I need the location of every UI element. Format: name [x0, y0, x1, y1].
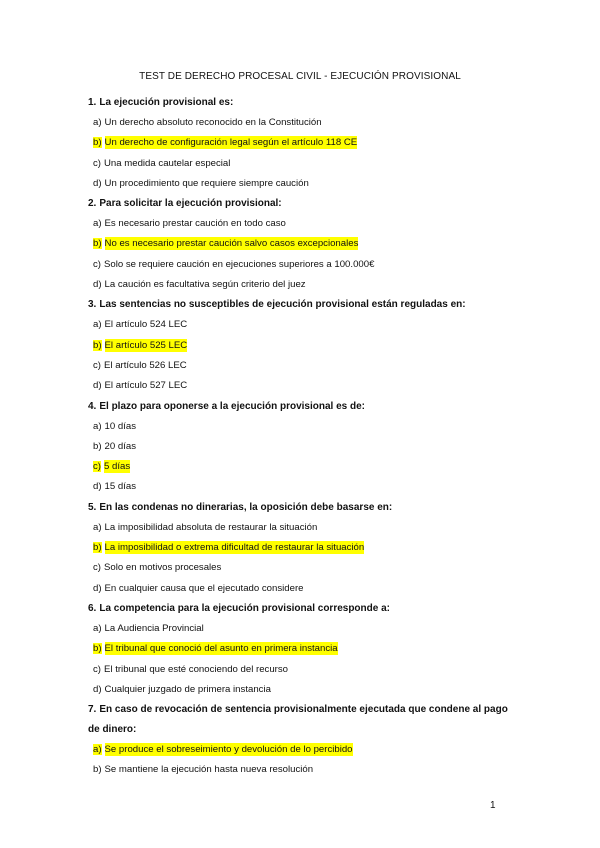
- answer-option-5-4: [88, 579, 518, 599]
- option-text: El artículo 527 LEC: [104, 380, 188, 392]
- answer-option-1-2: [88, 133, 518, 153]
- answer-option-2-3: [88, 255, 518, 275]
- answer-option-4-3: [88, 457, 518, 477]
- answer-option-4-2: [88, 437, 518, 457]
- question-text: La competencia para la ejecución provisional corresponde a:: [99, 602, 390, 614]
- option-letter: a): [93, 420, 102, 432]
- option-text: La imposibilidad absoluta de restaurar la situación: [104, 521, 318, 533]
- option-letter: d): [93, 582, 102, 594]
- answer-option-6-1: [88, 619, 518, 639]
- option-letter: a): [93, 521, 102, 533]
- page-number: 1: [490, 800, 496, 811]
- option-text: Un derecho absoluto reconocido en la Constitución: [104, 117, 322, 128]
- answer-option-6-2: [88, 639, 518, 659]
- option-letter: c): [93, 359, 101, 371]
- option-text: 20 días: [104, 440, 137, 452]
- option-text: Cualquier juzgado de primera instancia: [104, 683, 271, 695]
- question-list: [88, 93, 518, 781]
- option-letter: a): [93, 744, 102, 756]
- option-letter: a): [93, 117, 102, 128]
- question-6: [88, 599, 518, 619]
- option-letter: b): [93, 440, 102, 452]
- question-text: Las sentencias no susceptibles de ejecución provisional están reguladas en:: [99, 299, 466, 311]
- question-text: El plazo para oponerse a la ejecución provisional es de:: [99, 400, 365, 412]
- question-text: En las condenas no dinerarias, la oposición debe basarse en:: [99, 501, 393, 513]
- question-3: [88, 295, 518, 315]
- option-letter: d): [93, 380, 102, 392]
- answer-option-7-1: [88, 740, 518, 760]
- question-number: 1.: [88, 97, 97, 108]
- option-letter: b): [93, 339, 102, 351]
- option-letter: b): [93, 238, 102, 250]
- option-text: En cualquier causa que el ejecutado considere: [104, 582, 304, 594]
- option-text: La Audiencia Provincial: [104, 622, 204, 634]
- answer-option-7-2: [88, 760, 518, 780]
- option-text: La caución es facultativa según criterio del juez: [104, 279, 306, 291]
- answer-option-1-3: [88, 154, 518, 174]
- question-5: [88, 498, 518, 518]
- question-number: 7.: [88, 704, 97, 716]
- option-text-highlighted: Un derecho de configuración legal según el artículo 118 CE: [104, 137, 358, 149]
- option-letter: b): [93, 137, 102, 149]
- question-number: 5.: [88, 501, 97, 513]
- answer-option-4-1: [88, 417, 518, 437]
- answer-option-5-1: [88, 518, 518, 538]
- option-text: El artículo 526 LEC: [104, 359, 187, 371]
- option-text-highlighted: No es necesario prestar caución salvo casos excepcionales: [104, 238, 359, 250]
- option-letter: c): [93, 663, 101, 675]
- question-2: [88, 194, 518, 214]
- option-letter: c): [93, 562, 101, 574]
- answer-option-2-4: [88, 275, 518, 295]
- option-letter: c): [93, 157, 101, 169]
- option-text: 10 días: [104, 420, 137, 432]
- option-text: Solo en motivos procesales: [104, 562, 222, 574]
- option-letter: d): [93, 481, 102, 493]
- question-text: Para solicitar la ejecución provisional:: [99, 198, 282, 210]
- answer-option-6-4: [88, 680, 518, 700]
- question-number: 2.: [88, 198, 97, 210]
- question-text: En caso de revocación de sentencia provisionalmente ejecutada que condene al pago de dinero:: [88, 704, 508, 736]
- option-letter: a): [93, 319, 102, 331]
- option-text-highlighted: El tribunal que conoció del asunto en primera instancia: [104, 643, 338, 655]
- option-letter: b): [93, 643, 102, 655]
- option-letter: c): [93, 461, 101, 473]
- answer-option-2-1: [88, 214, 518, 234]
- option-text: Un procedimiento que requiere siempre caución: [104, 177, 309, 189]
- question-1: [88, 93, 518, 113]
- answer-option-3-2: [88, 336, 518, 356]
- question-7: [88, 700, 518, 740]
- answer-option-3-1: [88, 315, 518, 335]
- option-text: Una medida cautelar especial: [104, 157, 231, 169]
- answer-option-5-3: [88, 558, 518, 578]
- answer-option-5-2: [88, 538, 518, 558]
- answer-option-4-4: [88, 477, 518, 497]
- document-title: TEST DE DERECHO PROCESAL CIVIL - EJECUCIÓN PROVISIONAL: [139, 71, 461, 82]
- option-text-highlighted: Se produce el sobreseimiento y devolución de lo percibido: [104, 744, 353, 756]
- option-letter: b): [93, 542, 102, 554]
- option-text: El tribunal que esté conociendo del recurso: [104, 663, 288, 675]
- question-number: 6.: [88, 602, 97, 614]
- option-text: 15 días: [104, 481, 137, 493]
- option-letter: d): [93, 683, 102, 695]
- option-text: El artículo 524 LEC: [104, 319, 188, 331]
- answer-option-1-4: [88, 174, 518, 194]
- answer-option-6-3: [88, 660, 518, 680]
- question-4: [88, 397, 518, 417]
- option-text-highlighted: El artículo 525 LEC: [104, 339, 188, 351]
- option-letter: d): [93, 279, 102, 291]
- question-number: 4.: [88, 400, 97, 412]
- option-text-highlighted: 5 días: [104, 461, 131, 473]
- option-text: Es necesario prestar caución en todo caso: [104, 218, 286, 230]
- option-letter: b): [93, 764, 102, 776]
- option-letter: d): [93, 177, 102, 189]
- option-text-highlighted: La imposibilidad o extrema dificultad de restaurar la situación: [104, 542, 365, 554]
- answer-option-1-1: [88, 113, 518, 133]
- option-letter: a): [93, 218, 102, 230]
- question-text: La ejecución provisional es:: [99, 97, 234, 108]
- option-letter: a): [93, 622, 102, 634]
- option-letter: c): [93, 258, 101, 270]
- question-number: 3.: [88, 299, 97, 311]
- answer-option-3-4: [88, 376, 518, 396]
- answer-option-2-2: [88, 234, 518, 254]
- option-text: Solo se requiere caución en ejecuciones superiores a 100.000€: [104, 258, 375, 270]
- option-text: Se mantiene la ejecución hasta nueva resolución: [104, 764, 314, 776]
- answer-option-3-3: [88, 356, 518, 376]
